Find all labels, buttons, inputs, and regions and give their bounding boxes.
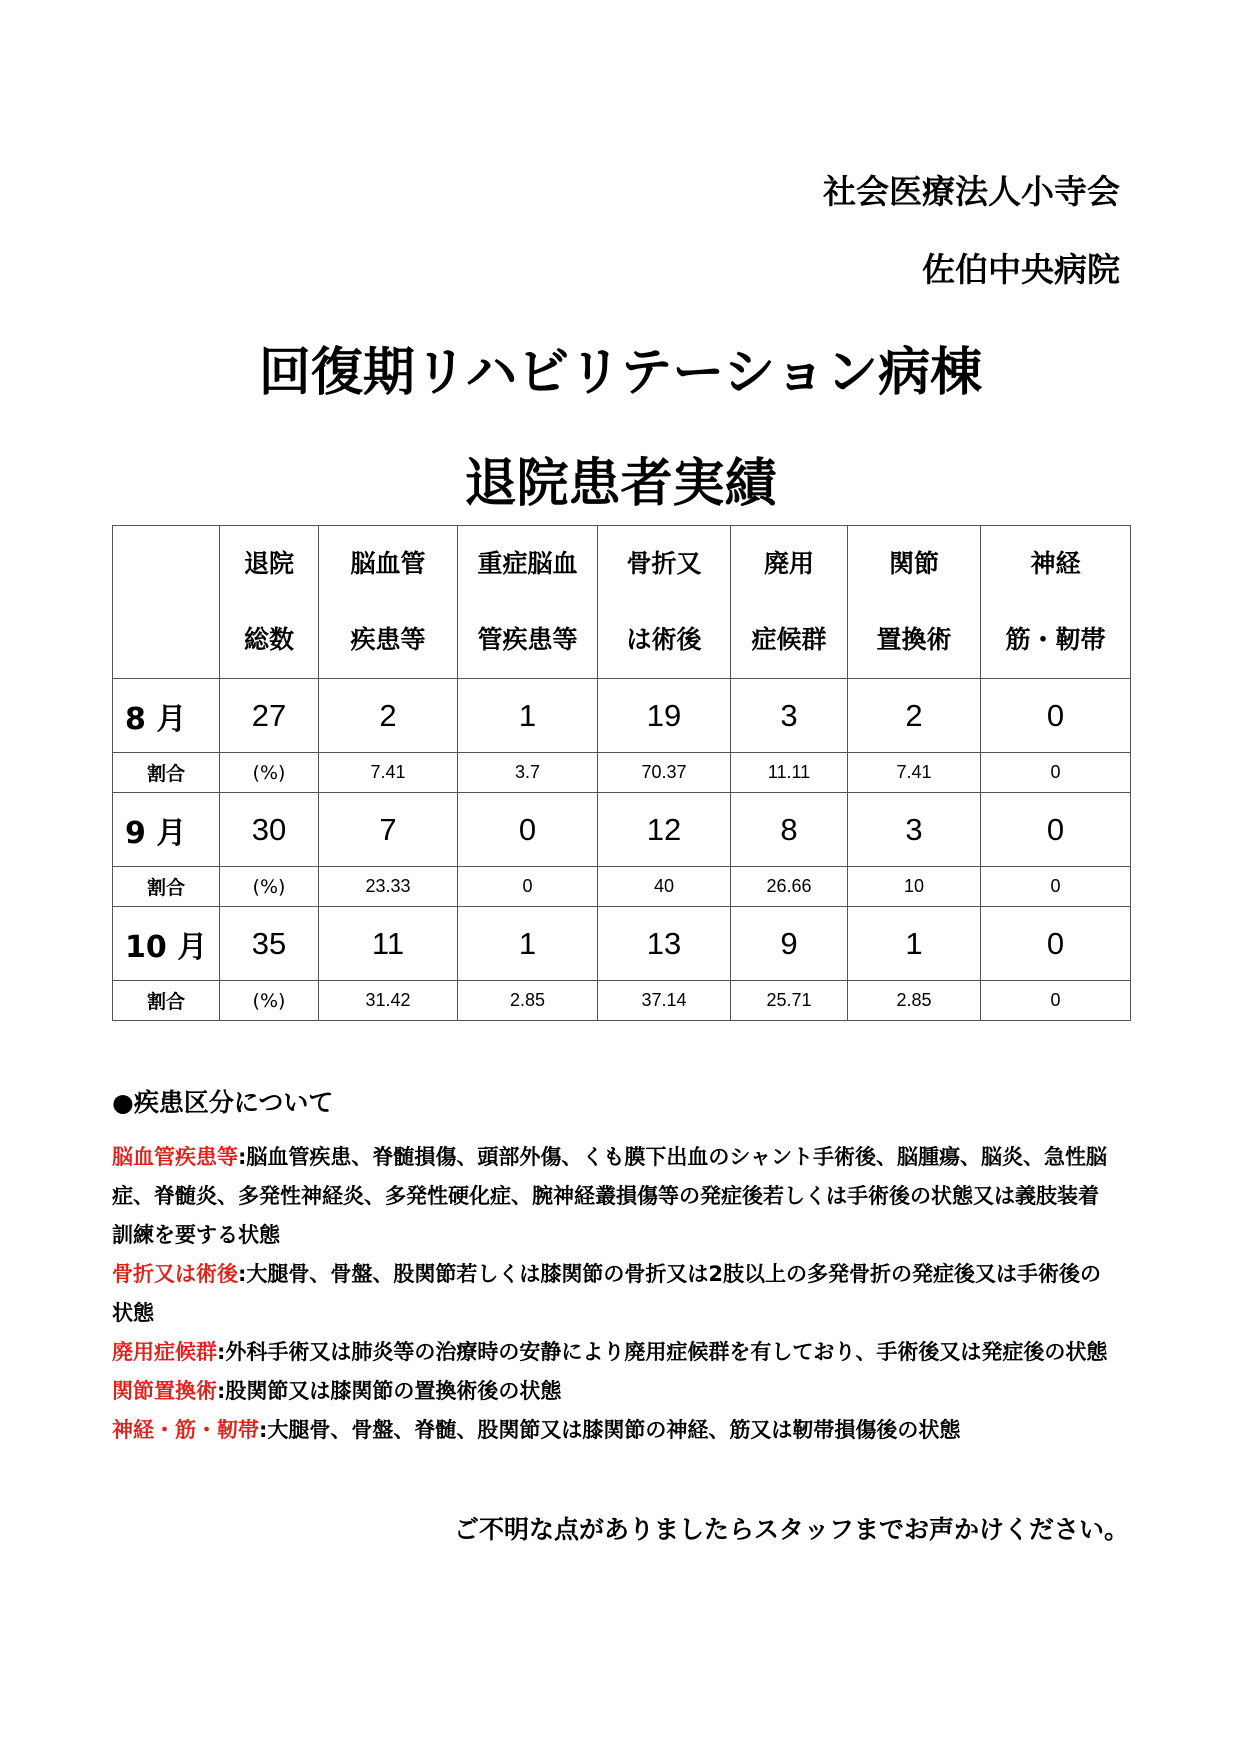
ratio-cell: 7.41	[848, 753, 981, 793]
ratio-cell: 0	[981, 753, 1131, 793]
ratio-unit: (%)	[220, 753, 319, 793]
month-label: 10 月	[113, 907, 220, 981]
column-header	[848, 526, 981, 679]
column-header-line: 置換術	[876, 625, 952, 654]
ratio-cell: 10	[848, 867, 981, 907]
discharge-stats-table	[112, 525, 1131, 1021]
count-cell: 3	[848, 793, 981, 867]
definition-text: :大腿骨、骨盤、脊髄、股関節又は膝関節の神経、筋又は靭帯損傷後の状態	[259, 1418, 961, 1442]
column-header-line: 骨折又	[626, 549, 702, 578]
ratio-cell: 70.37	[598, 753, 731, 793]
column-header-line: 廃用	[763, 549, 814, 578]
definition-text: :股関節又は膝関節の置換術後の状態	[217, 1379, 562, 1403]
footer-note: ご不明な点がありましたらスタッフまでお声かけください。	[453, 1515, 1129, 1544]
count-cell: 3	[731, 679, 848, 753]
column-header-line: 筋・靭帯	[1005, 625, 1106, 654]
column-header	[319, 526, 458, 679]
count-cell: 19	[598, 679, 731, 753]
definition-text: :大腿骨、骨盤、股関節若しくは膝関節の骨折又は2肢以上の多発骨折の発症後又は手術後の状態	[112, 1262, 1102, 1325]
definition-term: 関節置換術	[112, 1379, 217, 1403]
ratio-cell: 3.7	[458, 753, 598, 793]
table-row	[113, 907, 1131, 981]
definition-term: 神経・筋・靭帯	[112, 1418, 259, 1442]
definition-term: 脳血管疾患等	[112, 1145, 238, 1169]
count-cell: 0	[458, 793, 598, 867]
count-cell: 1	[458, 907, 598, 981]
count-cell: 0	[981, 907, 1131, 981]
count-cell: 8	[731, 793, 848, 867]
ratio-row	[113, 867, 1131, 907]
definition-item	[112, 1372, 1112, 1411]
count-cell: 27	[220, 679, 319, 753]
ratio-cell: 26.66	[731, 867, 848, 907]
ratio-label: 割合	[113, 867, 220, 907]
count-cell: 1	[848, 907, 981, 981]
count-cell: 13	[598, 907, 731, 981]
count-cell: 2	[848, 679, 981, 753]
table-row	[113, 679, 1131, 753]
count-cell: 30	[220, 793, 319, 867]
column-header-line: 神経	[1030, 549, 1081, 578]
definition-item	[112, 1138, 1112, 1255]
ratio-cell: 0	[981, 981, 1131, 1021]
definition-item	[112, 1333, 1112, 1372]
ratio-cell: 40	[598, 867, 731, 907]
table-row	[113, 793, 1131, 867]
organization-name: 社会医療法人小寺会	[823, 172, 1120, 211]
ratio-cell: 7.41	[319, 753, 458, 793]
hospital-name: 佐伯中央病院	[922, 250, 1120, 289]
section-title: ●疾患区分について	[112, 1088, 334, 1117]
column-header	[458, 526, 598, 679]
column-header-line: 疾患等	[350, 625, 426, 654]
count-cell: 0	[981, 793, 1131, 867]
ratio-cell: 31.42	[319, 981, 458, 1021]
definition-text: :脳血管疾患、脊髄損傷、頭部外傷、くも膜下出血のシャント手術後、脳腫瘍、脳炎、急性脳症、脊髄炎、多発性神経炎、多発性硬化症、腕神経叢損傷等の発症後若しくは手術後の状態又は義肢装着訓練を要する状態	[112, 1145, 1107, 1247]
ratio-cell: 37.14	[598, 981, 731, 1021]
column-header-line: 脳血管	[350, 549, 426, 578]
column-header	[731, 526, 848, 679]
month-label: 8 月	[113, 679, 220, 753]
column-header-line: 重症脳血	[477, 549, 578, 578]
definition-item	[112, 1255, 1112, 1333]
page-title: 回復期リハビリテーション病棟	[258, 343, 983, 403]
count-cell: 11	[319, 907, 458, 981]
page-subtitle: 退院患者実績	[464, 454, 777, 514]
ratio-label: 割合	[113, 981, 220, 1021]
count-cell: 1	[458, 679, 598, 753]
column-header-line: 退院	[243, 549, 294, 578]
ratio-cell: 0	[981, 867, 1131, 907]
stats-table-body	[113, 526, 1131, 1021]
ratio-cell: 25.71	[731, 981, 848, 1021]
count-cell: 35	[220, 907, 319, 981]
count-cell: 12	[598, 793, 731, 867]
column-header-line: は術後	[626, 625, 702, 654]
count-cell: 7	[319, 793, 458, 867]
ratio-unit: (%)	[220, 867, 319, 907]
column-header	[981, 526, 1131, 679]
ratio-cell: 0	[458, 867, 598, 907]
definition-term: 骨折又は術後	[112, 1262, 238, 1286]
count-cell: 9	[731, 907, 848, 981]
month-label: 9 月	[113, 793, 220, 867]
definition-term: 廃用症候群	[112, 1340, 217, 1364]
category-definitions	[112, 1138, 1112, 1450]
column-header	[113, 526, 220, 679]
ratio-cell: 2.85	[458, 981, 598, 1021]
column-header-line: 症候群	[751, 625, 827, 654]
ratio-label: 割合	[113, 753, 220, 793]
definition-text: :外科手術又は肺炎等の治療時の安静により廃用症候群を有しており、手術後又は発症後の状態	[217, 1340, 1108, 1364]
column-header	[220, 526, 319, 679]
ratio-row	[113, 753, 1131, 793]
ratio-cell: 11.11	[731, 753, 848, 793]
definition-item	[112, 1411, 1112, 1450]
ratio-unit: (%)	[220, 981, 319, 1021]
ratio-cell: 2.85	[848, 981, 981, 1021]
column-header-line: 総数	[243, 625, 294, 654]
ratio-row	[113, 981, 1131, 1021]
table-header-row	[113, 526, 1131, 679]
count-cell: 0	[981, 679, 1131, 753]
column-header-line: 管疾患等	[477, 625, 578, 654]
column-header-line: 関節	[888, 549, 939, 578]
count-cell: 2	[319, 679, 458, 753]
ratio-cell: 23.33	[319, 867, 458, 907]
column-header	[598, 526, 731, 679]
